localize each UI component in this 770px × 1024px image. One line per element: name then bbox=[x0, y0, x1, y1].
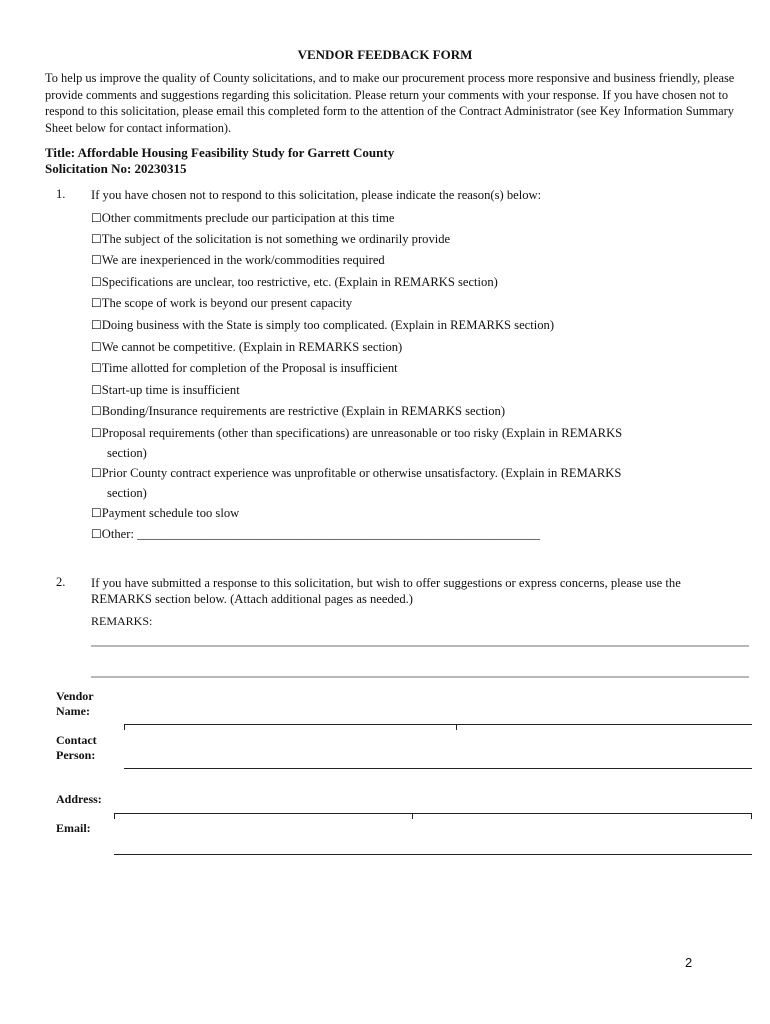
vendor-name-field[interactable] bbox=[124, 724, 752, 725]
option-proposal-requirements[interactable]: ☐Proposal requirements (other than specifications) are unreasonable or too risky (Explain in REMARKS bbox=[91, 426, 623, 440]
option-inexperienced[interactable]: ☐We are inexperienced in the work/commodities required bbox=[91, 253, 385, 267]
option-bonding-restrictive[interactable]: ☐Bonding/Insurance requirements are restrictive (Explain in REMARKS section) bbox=[91, 404, 506, 418]
option-startup-insufficient[interactable]: ☐Start-up time is insufficient bbox=[91, 383, 240, 397]
option-time-insufficient[interactable]: ☐Time allotted for completion of the Proposal is insufficient bbox=[91, 361, 398, 375]
checkbox-icon[interactable]: ☐ bbox=[91, 232, 102, 246]
address-label: Address: bbox=[56, 792, 102, 806]
checkbox-icon[interactable]: ☐ bbox=[91, 340, 102, 354]
question-1-text: If you have chosen not to respond to this solicitation, please indicate the reason(s) below: bbox=[91, 188, 542, 202]
email-label: Email: bbox=[56, 821, 91, 835]
field-tick bbox=[751, 813, 752, 819]
checkbox-icon[interactable]: ☐ bbox=[91, 506, 102, 520]
solicitation-title: Title: Affordable Housing Feasibility Study for Garrett County bbox=[45, 145, 395, 160]
option-proposal-requirements-continued: section) bbox=[107, 446, 147, 460]
remarks-label: REMARKS: bbox=[91, 614, 153, 628]
question-2-number: 2. bbox=[56, 575, 66, 589]
option-too-complicated[interactable]: ☐Doing business with the State is simply too complicated. (Explain in REMARKS section) bbox=[91, 318, 555, 332]
checkbox-icon[interactable]: ☐ bbox=[91, 253, 102, 267]
checkbox-icon[interactable]: ☐ bbox=[91, 404, 102, 418]
checkbox-icon[interactable]: ☐ bbox=[91, 361, 102, 375]
vendor-name-label: Vendor Name: bbox=[56, 689, 94, 718]
checkbox-icon[interactable]: ☐ bbox=[91, 211, 102, 225]
option-subject-not-provided[interactable]: ☐The subject of the solicitation is not something we ordinarily provide bbox=[91, 232, 451, 246]
field-tick bbox=[114, 813, 115, 819]
question-2-text: If you have submitted a response to this solicitation, but wish to offer suggestions or express concerns, please use the REMARKS section below. (Attach additional pages as needed.) bbox=[91, 576, 681, 606]
option-prior-contract-experience[interactable]: ☐Prior County contract experience was unprofitable or otherwise unsatisfactory. (Explain in REMARKS bbox=[91, 466, 622, 480]
field-tick bbox=[456, 724, 457, 730]
option-scope-beyond-capacity[interactable]: ☐The scope of work is beyond our present capacity bbox=[91, 296, 353, 310]
option-other-commitments[interactable]: ☐Other commitments preclude our participation at this time bbox=[91, 211, 395, 225]
checkbox-icon[interactable]: ☐ bbox=[91, 426, 102, 440]
solicitation-number: Solicitation No: 20230315 bbox=[45, 161, 187, 176]
checkbox-icon[interactable]: ☐ bbox=[91, 383, 102, 397]
option-payment-schedule[interactable]: ☐Payment schedule too slow bbox=[91, 506, 240, 520]
contact-person-label: Contact Person: bbox=[56, 733, 97, 762]
checkbox-icon[interactable]: ☐ bbox=[91, 296, 102, 310]
remarks-line-1[interactable] bbox=[91, 645, 749, 647]
field-tick bbox=[124, 724, 125, 730]
checkbox-icon[interactable]: ☐ bbox=[91, 275, 102, 289]
option-not-competitive[interactable]: ☐We cannot be competitive. (Explain in REMARKS section) bbox=[91, 340, 403, 354]
page-number: 2 bbox=[685, 955, 693, 970]
form-heading: VENDOR FEEDBACK FORM bbox=[297, 47, 473, 62]
intro-paragraph: To help us improve the quality of County solicitations, and to make our procurement process more responsive and business friendly, please provide comments and suggestions regarding this solicitation. Please return your comments with your response. If you have chosen not to respond to this solicitation, please email this completed form to the attention of the Contract Administrator (see Key Information Summary Sheet below for contact information). bbox=[45, 71, 735, 135]
option-other[interactable]: ☐Other: ________________________________________________________________ bbox=[91, 527, 541, 541]
question-1-number: 1. bbox=[56, 187, 66, 201]
option-prior-contract-experience-continued: section) bbox=[107, 486, 147, 500]
contact-person-field[interactable] bbox=[124, 768, 752, 769]
checkbox-icon[interactable]: ☐ bbox=[91, 466, 102, 480]
field-tick bbox=[412, 813, 413, 819]
checkbox-icon[interactable]: ☐ bbox=[91, 318, 102, 332]
email-field[interactable] bbox=[114, 854, 752, 855]
address-field[interactable] bbox=[114, 813, 752, 814]
option-specifications-unclear[interactable]: ☐Specifications are unclear, too restrictive, etc. (Explain in REMARKS section) bbox=[91, 275, 498, 289]
checkbox-icon[interactable]: ☐ bbox=[91, 527, 102, 541]
remarks-line-2[interactable] bbox=[91, 676, 749, 678]
